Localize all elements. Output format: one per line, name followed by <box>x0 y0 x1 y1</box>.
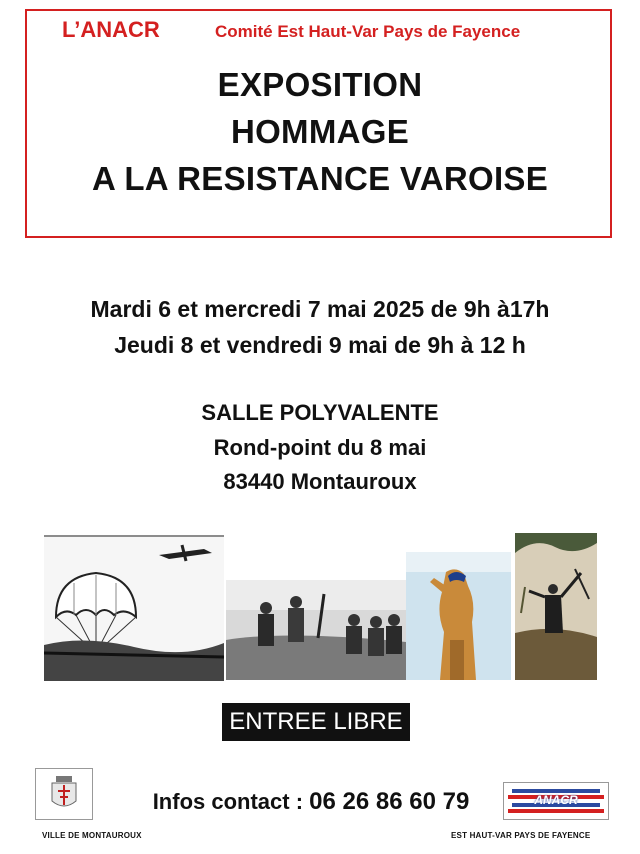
anacr-flag-logo <box>503 782 609 820</box>
contact-label: Infos contact : <box>152 789 310 814</box>
painting-woman-photo <box>406 552 511 680</box>
venue-name: SALLE POLYVALENTE <box>201 400 439 425</box>
venue-city: 83440 Montauroux <box>223 469 417 494</box>
org-name: L’ANACR <box>62 17 160 42</box>
title-line-1: EXPOSITION <box>217 66 423 103</box>
parachute-photo <box>44 535 224 681</box>
dates-line-2: Jeudi 8 et vendredi 9 mai de 9h à 12 h <box>114 332 526 358</box>
left-logo-caption: VILLE DE MONTAUROUX <box>42 831 142 840</box>
anacr-logo-text: ANACR <box>534 793 578 807</box>
committee-name: Comité Est Haut-Var Pays de Fayence <box>215 22 521 41</box>
fighter-photo <box>515 533 597 680</box>
contact-phone: 06 26 86 60 79 <box>309 788 470 815</box>
right-logo-caption: EST HAUT-VAR PAYS DE FAYENCE <box>451 831 591 840</box>
resistance-group-photo <box>226 580 406 680</box>
title-line-2: HOMMAGE <box>230 113 410 150</box>
title-line-3: A LA RESISTANCE VAROISE <box>91 160 549 197</box>
free-entry-badge: ENTREE LIBRE <box>222 703 410 741</box>
dates-line-1: Mardi 6 et mercredi 7 mai 2025 de 9h à17h <box>90 296 550 322</box>
venue-address: Rond-point du 8 mai <box>213 435 427 460</box>
